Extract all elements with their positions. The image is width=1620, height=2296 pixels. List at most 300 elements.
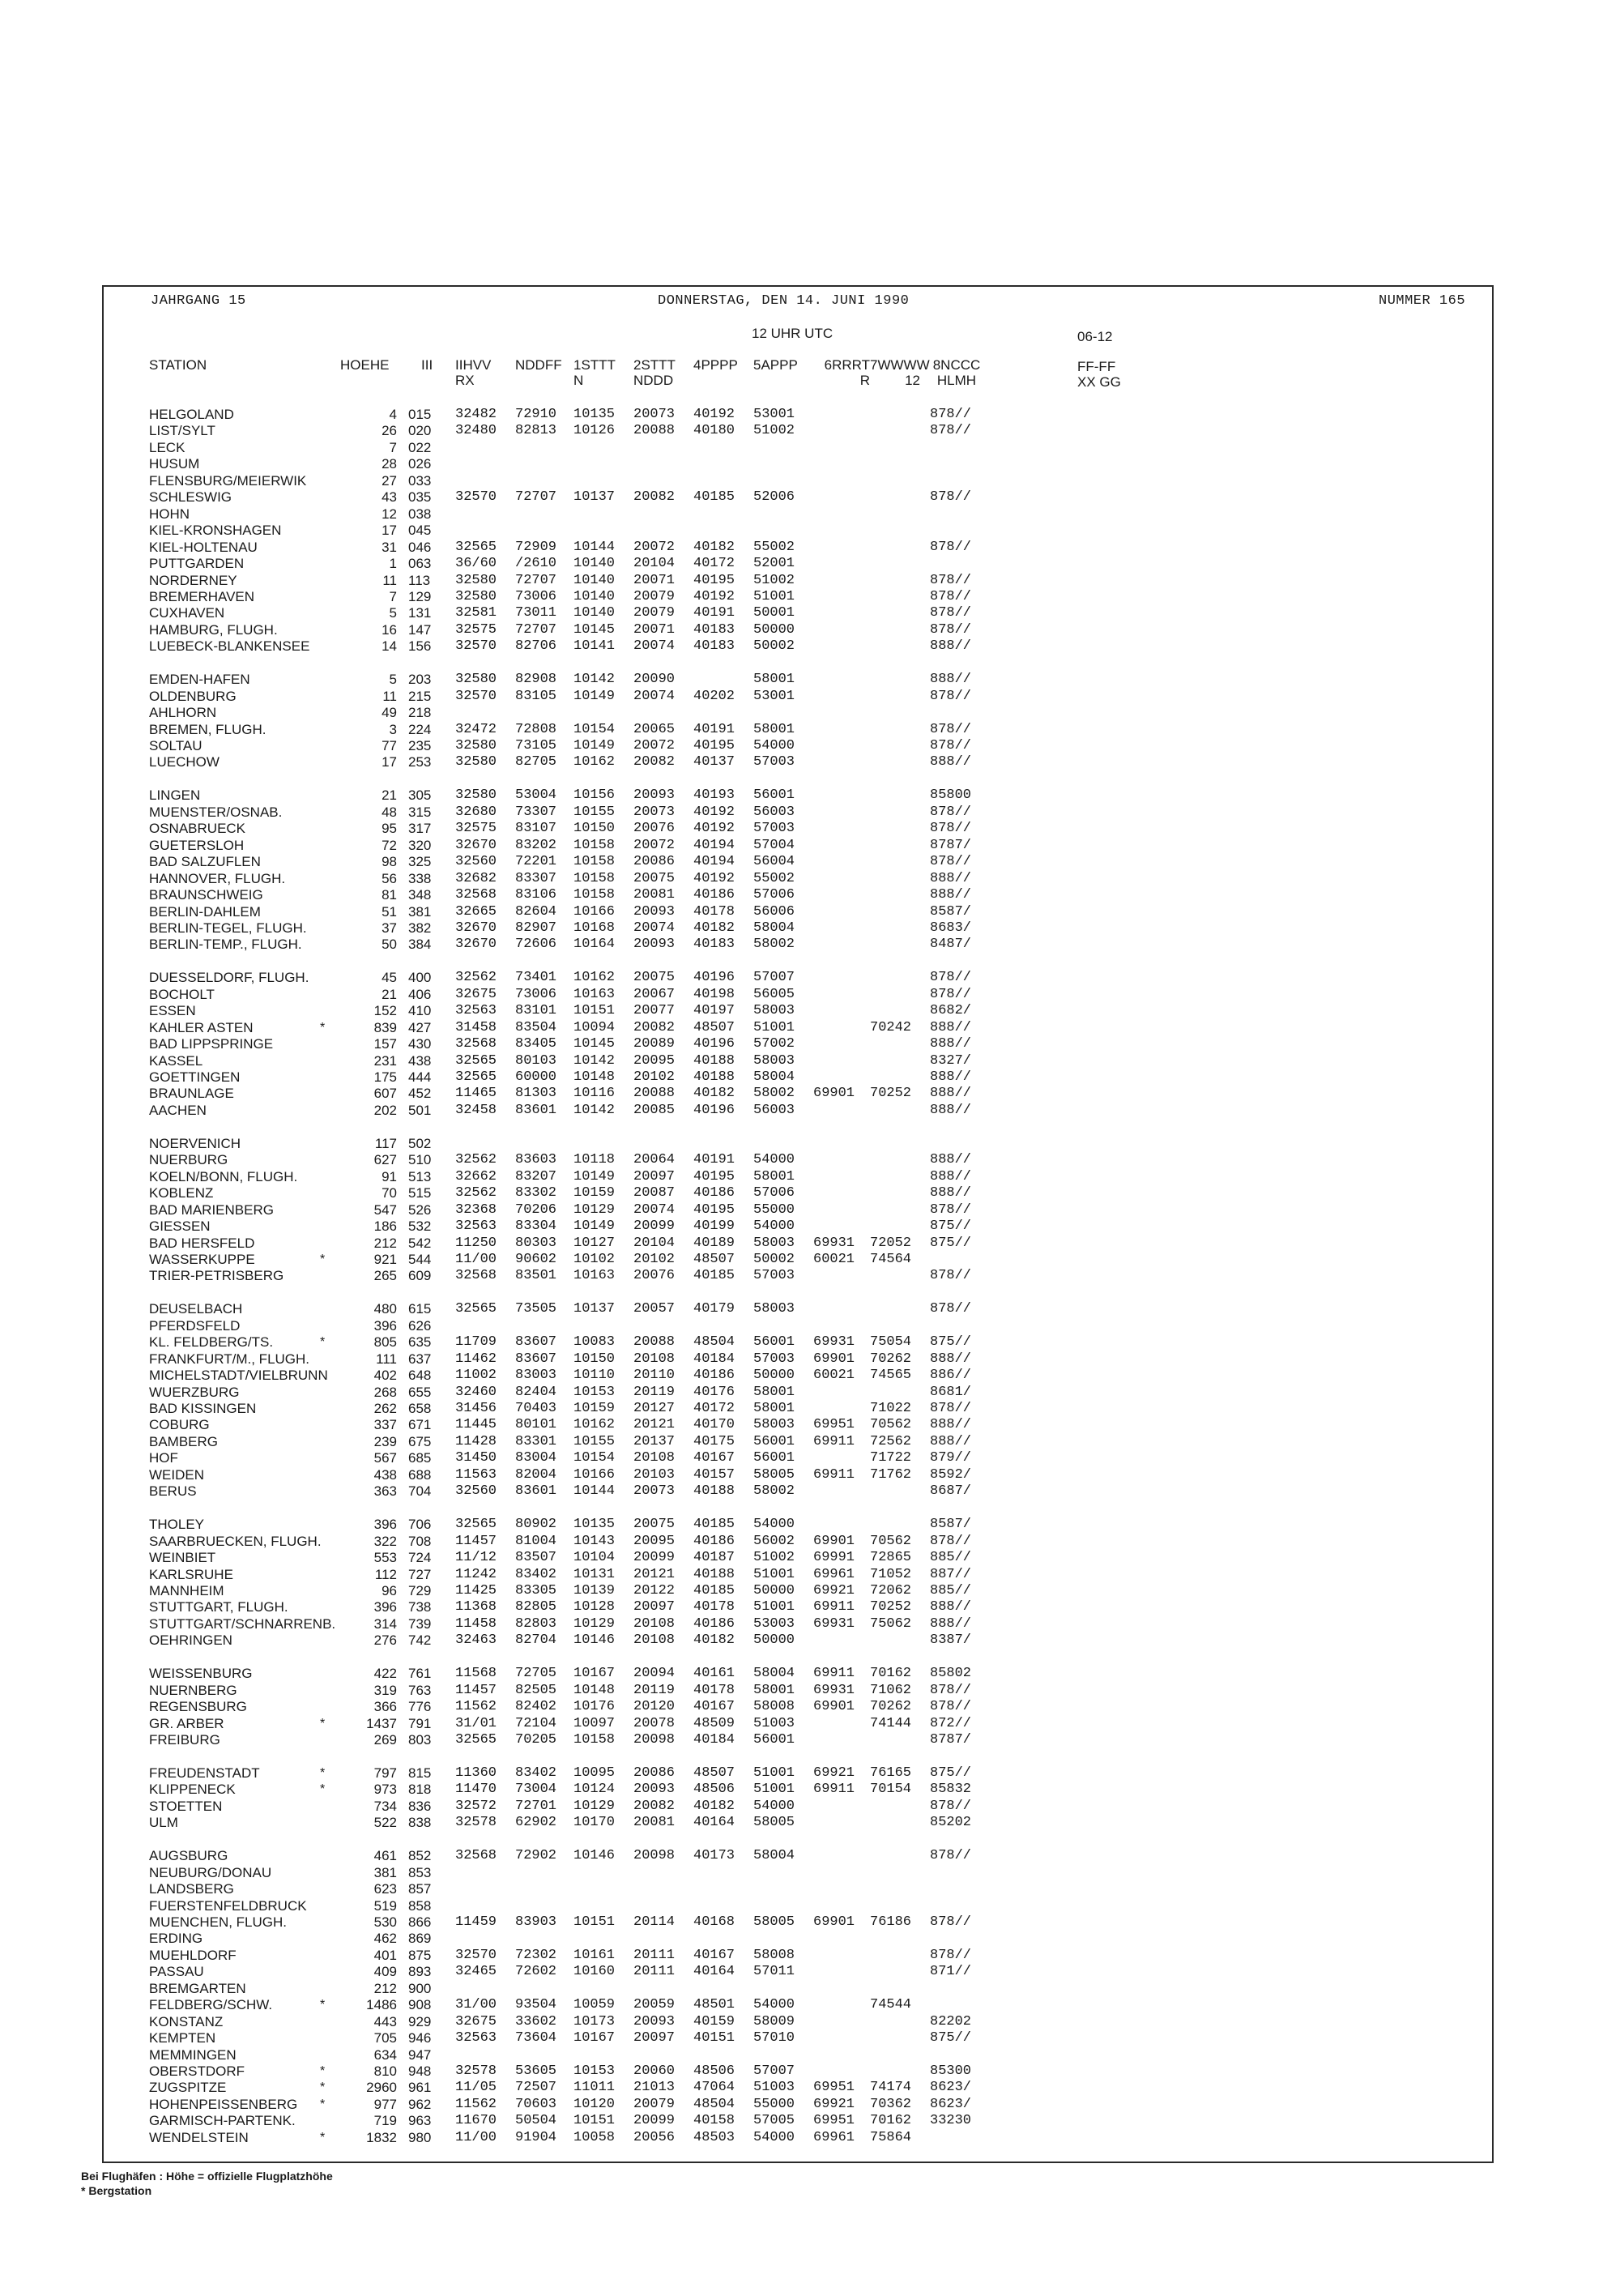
obs-value: 58003 <box>753 1003 795 1018</box>
obs-value: 10129 <box>573 1616 616 1632</box>
obs-value: 40185 <box>693 1517 735 1532</box>
obs-value: 56001 <box>753 1434 795 1449</box>
station-height: 111 <box>376 1351 397 1367</box>
station-height: 973 <box>373 1782 397 1797</box>
obs-value: 72201 <box>515 854 557 869</box>
obs-value: 10151 <box>573 2113 616 2128</box>
station-index: 452 <box>408 1086 432 1101</box>
table-row <box>0 1799 1620 1815</box>
station-index: 317 <box>408 821 432 836</box>
station-name: DUESSELDORF, FLUGH. <box>149 970 309 985</box>
station-name: AACHEN <box>149 1103 207 1118</box>
obs-value: 40172 <box>693 556 735 571</box>
col-6rrrt: 6RRRT R <box>824 357 870 388</box>
obs-value: 872// <box>930 1716 972 1731</box>
table-row <box>0 589 1620 605</box>
station-height: 43 <box>382 489 397 505</box>
obs-value: 888// <box>930 1434 972 1449</box>
obs-value: 10140 <box>573 589 616 604</box>
obs-value: 20099 <box>633 1218 676 1234</box>
date-line: DONNERSTAG, DEN 14. JUNI 1990 <box>658 293 910 309</box>
table-row <box>0 1732 1620 1748</box>
station-height: 17 <box>382 754 397 770</box>
obs-value: 72808 <box>515 722 557 737</box>
col-ffff: FF-FF XX GG <box>1077 359 1121 390</box>
station-index: 305 <box>408 787 432 803</box>
obs-value: 48507 <box>693 1020 735 1035</box>
obs-value: 40159 <box>693 2014 735 2029</box>
station-index: 791 <box>408 1716 432 1731</box>
station-index: 724 <box>408 1550 432 1565</box>
obs-value: 56002 <box>753 1534 795 1549</box>
table-row <box>0 2063 1620 2080</box>
obs-value: 58004 <box>753 1848 795 1863</box>
obs-value: 83304 <box>515 1218 557 1234</box>
obs-value: 56001 <box>753 787 795 803</box>
obs-value: 83302 <box>515 1185 557 1201</box>
col-5appp: 5APPP <box>753 357 798 373</box>
obs-value: 73105 <box>515 738 557 753</box>
obs-value: 20073 <box>633 804 676 820</box>
station-index: 776 <box>408 1699 432 1714</box>
obs-value: 10162 <box>573 1417 616 1432</box>
col-iihvv: IIHVV RX <box>455 357 492 388</box>
obs-value: 40183 <box>693 638 735 654</box>
station-index: 838 <box>408 1815 432 1830</box>
obs-value: 70262 <box>870 1699 912 1714</box>
obs-value: 58005 <box>753 1467 795 1483</box>
obs-value: 11459 <box>455 1914 497 1930</box>
station-name: CUXHAVEN <box>149 605 225 621</box>
obs-value: 60021 <box>813 1368 855 1383</box>
obs-value: 70162 <box>870 2113 912 2128</box>
obs-value: 73307 <box>515 804 557 820</box>
station-index: 063 <box>408 556 432 571</box>
obs-value: 10158 <box>573 887 616 903</box>
station-index: 706 <box>408 1517 432 1532</box>
obs-value: 10170 <box>573 1815 616 1830</box>
table-row <box>0 1616 1620 1632</box>
obs-value: 8787/ <box>930 1732 972 1748</box>
station-height: 70 <box>382 1185 397 1201</box>
obs-value: 54000 <box>753 2130 795 2145</box>
station-index: 218 <box>408 705 432 720</box>
col-iii: III <box>421 357 433 373</box>
obs-value: 83004 <box>515 1450 557 1466</box>
obs-value: 82402 <box>515 1699 557 1714</box>
obs-value: 71052 <box>870 1567 912 1582</box>
table-row <box>0 1815 1620 1831</box>
table-row <box>0 1020 1620 1036</box>
obs-value: 32568 <box>455 887 497 903</box>
obs-value: 70252 <box>870 1086 912 1101</box>
station-name: KLIPPENECK <box>149 1782 236 1797</box>
station-index: 515 <box>408 1185 432 1201</box>
obs-value: 20079 <box>633 2097 676 2112</box>
obs-value: 10135 <box>573 407 616 422</box>
obs-value: 51001 <box>753 1765 795 1781</box>
obs-value: 50001 <box>753 605 795 621</box>
obs-value: 32680 <box>455 804 497 820</box>
station-height: 26 <box>382 423 397 438</box>
station-height: 212 <box>373 1981 397 1996</box>
obs-value: 878// <box>930 589 972 604</box>
footnote-mountain-station: * Bergstation <box>81 2184 152 2197</box>
table-row <box>0 722 1620 738</box>
obs-value: 878// <box>930 605 972 621</box>
obs-value: 40182 <box>693 1086 735 1101</box>
obs-value: 74564 <box>870 1252 912 1267</box>
station-height: 16 <box>382 622 397 638</box>
obs-value: 10059 <box>573 1997 616 2012</box>
obs-value: 40180 <box>693 423 735 438</box>
table-row <box>0 1069 1620 1086</box>
obs-value: 48504 <box>693 1334 735 1350</box>
station-height: 27 <box>382 473 397 489</box>
table-row <box>0 638 1620 655</box>
station-index: 980 <box>408 2130 432 2145</box>
station-height: 2960 <box>366 2080 397 2095</box>
station-name: KIEL-KRONSHAGEN <box>149 523 282 538</box>
table-row <box>0 1202 1620 1218</box>
obs-value: 878// <box>930 1268 972 1283</box>
obs-value: 878// <box>930 689 972 704</box>
station-name: OEHRINGEN <box>149 1632 232 1648</box>
table-row <box>0 1550 1620 1566</box>
obs-value: 40188 <box>693 1567 735 1582</box>
obs-value: 40193 <box>693 787 735 803</box>
station-height: 734 <box>373 1799 397 1814</box>
station-name: BREMEN, FLUGH. <box>149 722 266 737</box>
obs-value: 70562 <box>870 1417 912 1432</box>
obs-value: 32568 <box>455 1036 497 1052</box>
obs-value: 878// <box>930 1401 972 1416</box>
station-height: 152 <box>373 1003 397 1018</box>
station-name: ZUGSPITZE <box>149 2080 227 2095</box>
obs-value: 55000 <box>753 1202 795 1218</box>
obs-value: 8387/ <box>930 1632 972 1648</box>
jahrgang: JAHRGANG 15 <box>151 293 246 309</box>
station-name: MICHELSTADT/VIELBRUNN <box>149 1368 328 1383</box>
obs-value: 73004 <box>515 1782 557 1797</box>
table-row <box>0 1534 1620 1550</box>
station-name: NORDERNEY <box>149 573 237 588</box>
table-row <box>0 1881 1620 1897</box>
obs-value: 33230 <box>930 2113 972 2128</box>
station-height: 314 <box>373 1616 397 1632</box>
obs-value: 32580 <box>455 787 497 803</box>
obs-value: 47064 <box>693 2080 735 2095</box>
obs-value: 10128 <box>573 1599 616 1615</box>
obs-value: 31456 <box>455 1401 497 1416</box>
station-name: BERUS <box>149 1483 197 1499</box>
station-name: KL. FELDBERG/TS. <box>149 1334 274 1350</box>
obs-value: 83402 <box>515 1567 557 1582</box>
station-name: BOCHOLT <box>149 987 215 1002</box>
table-row <box>0 1997 1620 2013</box>
station-height: 607 <box>373 1086 397 1101</box>
obs-value: 32562 <box>455 1185 497 1201</box>
station-name: BAD LIPPSPRINGE <box>149 1036 274 1052</box>
footnote-airport-height: Bei Flughäfen : Höhe = offizielle Flugplatzhöhe <box>81 2170 333 2183</box>
station-index: 147 <box>408 622 432 638</box>
obs-value: 40164 <box>693 1815 735 1830</box>
station-name: BRAUNSCHWEIG <box>149 887 263 903</box>
obs-value: 58004 <box>753 1069 795 1085</box>
obs-value: 878// <box>930 738 972 753</box>
table-row <box>0 1401 1620 1417</box>
table-row <box>0 2130 1620 2146</box>
table-row <box>0 1699 1620 1715</box>
obs-value: 40151 <box>693 2030 735 2046</box>
station-index: 400 <box>408 970 432 985</box>
mountain-station-marker: * <box>320 1998 326 2012</box>
obs-value: 57003 <box>753 1268 795 1283</box>
obs-value: 83107 <box>515 821 557 836</box>
obs-value: 20122 <box>633 1583 676 1598</box>
station-index: 526 <box>408 1202 432 1218</box>
obs-value: 20110 <box>633 1368 676 1383</box>
obs-value: 11445 <box>455 1417 497 1432</box>
obs-value: 40195 <box>693 1202 735 1218</box>
station-index: 688 <box>408 1467 432 1483</box>
obs-value: 888// <box>930 1152 972 1167</box>
station-index: 015 <box>408 407 432 422</box>
obs-value: 58008 <box>753 1699 795 1714</box>
table-row <box>0 1964 1620 1980</box>
obs-value: 878// <box>930 1202 972 1218</box>
obs-value: 878// <box>930 622 972 638</box>
obs-value: 32580 <box>455 589 497 604</box>
obs-value: 60021 <box>813 1252 855 1267</box>
obs-value: 72562 <box>870 1434 912 1449</box>
obs-value: 20073 <box>633 407 676 422</box>
station-height: 401 <box>373 1948 397 1963</box>
station-index: 045 <box>408 523 432 538</box>
obs-value: 72909 <box>515 540 557 555</box>
station-index: 929 <box>408 2014 432 2029</box>
station-height: 112 <box>374 1567 397 1582</box>
obs-value: 10146 <box>573 1848 616 1863</box>
obs-value: 70242 <box>870 1020 912 1035</box>
obs-value: 70362 <box>870 2097 912 2112</box>
table-row <box>0 1865 1620 1881</box>
obs-value: 73006 <box>515 589 557 604</box>
obs-value: 875// <box>930 1218 972 1234</box>
station-name: KARLSRUHE <box>149 1567 233 1582</box>
mountain-station-marker: * <box>320 1717 326 1731</box>
table-row <box>0 1385 1620 1401</box>
station-name: LUECHOW <box>149 754 220 770</box>
obs-value: 10135 <box>573 1517 616 1532</box>
obs-value: 10102 <box>573 1252 616 1267</box>
col-nddff: NDDFF <box>515 357 562 373</box>
obs-value: 10144 <box>573 540 616 555</box>
obs-value: 20076 <box>633 1268 676 1283</box>
station-index: 761 <box>408 1666 432 1681</box>
obs-value: 90602 <box>515 1252 557 1267</box>
station-name: HOHENPEISSENBERG <box>149 2097 298 2112</box>
obs-value: 70603 <box>515 2097 557 2112</box>
station-height: 21 <box>382 987 397 1002</box>
obs-value: 40202 <box>693 689 735 704</box>
station-name: HAMBURG, FLUGH. <box>149 622 278 638</box>
obs-value: 74174 <box>870 2080 912 2095</box>
obs-value: 57003 <box>753 821 795 836</box>
station-index: 444 <box>408 1069 432 1085</box>
obs-value: 40188 <box>693 1069 735 1085</box>
obs-value: 10154 <box>573 1450 616 1466</box>
obs-value: 40192 <box>693 871 735 886</box>
station-index: 035 <box>408 489 432 505</box>
table-row <box>0 970 1620 986</box>
obs-value: 40188 <box>693 1053 735 1069</box>
obs-value: 58004 <box>753 1666 795 1681</box>
obs-value: 48504 <box>693 2097 735 2112</box>
station-index: 866 <box>408 1914 432 1930</box>
station-index: 708 <box>408 1534 432 1549</box>
obs-value: 50002 <box>753 1252 795 1267</box>
obs-value: 83105 <box>515 689 557 704</box>
obs-value: 20086 <box>633 1765 676 1781</box>
obs-value: 20074 <box>633 638 676 654</box>
obs-value: 10173 <box>573 2014 616 2029</box>
obs-value: 56001 <box>753 1732 795 1748</box>
obs-value: 40188 <box>693 1483 735 1499</box>
col-2sttt: 2STTT NDDD <box>633 357 676 388</box>
station-height: 381 <box>373 1865 397 1880</box>
obs-value: 888// <box>930 1351 972 1367</box>
obs-value: 32572 <box>455 1799 497 1814</box>
obs-value: 73604 <box>515 2030 557 2046</box>
obs-value: 32568 <box>455 1268 497 1283</box>
obs-value: 10153 <box>573 2063 616 2079</box>
obs-value: 887// <box>930 1567 972 1582</box>
obs-value: 33602 <box>515 2014 557 2029</box>
obs-value: 20102 <box>633 1069 676 1085</box>
obs-value: 83601 <box>515 1483 557 1499</box>
obs-value: 80103 <box>515 1053 557 1069</box>
station-height: 37 <box>382 920 397 936</box>
obs-value: 32568 <box>455 1848 497 1863</box>
obs-value: 10144 <box>573 1483 616 1499</box>
station-index: 235 <box>408 738 432 753</box>
obs-value: 57006 <box>753 1185 795 1201</box>
obs-value: 51001 <box>753 1020 795 1035</box>
station-name: BAD HERSFELD <box>149 1235 255 1251</box>
obs-value: 10159 <box>573 1401 616 1416</box>
obs-value: 32565 <box>455 540 497 555</box>
station-height: 422 <box>373 1666 397 1681</box>
obs-value: 40183 <box>693 622 735 638</box>
station-height: 239 <box>373 1434 397 1449</box>
station-name: COBURG <box>149 1417 210 1432</box>
station-name: BAD SALZUFLEN <box>149 854 261 869</box>
obs-value: 10155 <box>573 1434 616 1449</box>
table-row <box>0 456 1620 472</box>
table-row <box>0 1218 1620 1235</box>
obs-value: 40182 <box>693 540 735 555</box>
obs-value: 72701 <box>515 1799 557 1814</box>
station-index: 685 <box>408 1450 432 1466</box>
obs-value: 72707 <box>515 489 557 505</box>
obs-value: 10149 <box>573 1218 616 1234</box>
obs-value: 31/01 <box>455 1716 497 1731</box>
obs-value: 32580 <box>455 573 497 588</box>
station-index: 946 <box>408 2030 432 2046</box>
station-height: 337 <box>373 1417 397 1432</box>
obs-value: 32662 <box>455 1169 497 1184</box>
obs-value: 10159 <box>573 1185 616 1201</box>
obs-value: 20075 <box>633 1517 676 1532</box>
obs-value: 11/12 <box>455 1550 497 1565</box>
obs-value: 81303 <box>515 1086 557 1101</box>
obs-value: 82706 <box>515 638 557 654</box>
station-height: 50 <box>382 937 397 952</box>
station-name: OBERSTDORF <box>149 2063 245 2079</box>
obs-value: 83504 <box>515 1020 557 1035</box>
station-index: 026 <box>408 456 432 472</box>
obs-value: 888// <box>930 1417 972 1432</box>
station-height: 519 <box>373 1898 397 1914</box>
obs-value: 32482 <box>455 407 497 422</box>
mountain-station-marker: * <box>320 2080 326 2094</box>
obs-value: 83202 <box>515 838 557 853</box>
obs-value: 83501 <box>515 1268 557 1283</box>
obs-value: 80303 <box>515 1235 557 1251</box>
mountain-station-marker: * <box>320 2064 326 2078</box>
obs-value: 40194 <box>693 838 735 853</box>
obs-value: 73505 <box>515 1301 557 1317</box>
obs-value: 58005 <box>753 1815 795 1830</box>
station-height: 438 <box>373 1467 397 1483</box>
station-height: 262 <box>373 1401 397 1416</box>
station-height: 212 <box>373 1235 397 1251</box>
station-name: MEMMINGEN <box>149 2047 237 2063</box>
obs-value: 20075 <box>633 871 676 886</box>
obs-value: 20082 <box>633 1020 676 1035</box>
obs-value: 32675 <box>455 987 497 1002</box>
obs-value: 56003 <box>753 804 795 820</box>
table-row <box>0 2047 1620 2063</box>
obs-value: 888// <box>930 1103 972 1118</box>
obs-value: 10083 <box>573 1334 616 1350</box>
station-name: BERLIN-DAHLEM <box>149 904 261 920</box>
table-row <box>0 622 1620 638</box>
obs-value: 10151 <box>573 1003 616 1018</box>
obs-value: 8592/ <box>930 1467 972 1483</box>
obs-value: 85802 <box>930 1666 972 1681</box>
obs-value: 50002 <box>753 638 795 654</box>
obs-value: 11011 <box>573 2080 616 2095</box>
obs-value: 85300 <box>930 2063 972 2079</box>
obs-value: 10145 <box>573 1036 616 1052</box>
station-name: OSNABRUECK <box>149 821 246 836</box>
obs-value: 40196 <box>693 1103 735 1118</box>
station-name: MANNHEIM <box>149 1583 224 1598</box>
station-index: 947 <box>408 2047 432 2063</box>
station-height: 186 <box>373 1218 397 1234</box>
obs-value: 20075 <box>633 970 676 985</box>
station-height: 461 <box>373 1848 397 1863</box>
station-height: 443 <box>373 2014 397 2029</box>
table-row <box>0 1450 1620 1466</box>
obs-value: 10143 <box>573 1534 616 1549</box>
station-name: KEMPTEN <box>149 2030 216 2046</box>
obs-value: 878// <box>930 573 972 588</box>
obs-value: 10149 <box>573 1169 616 1184</box>
table-row <box>0 540 1620 556</box>
